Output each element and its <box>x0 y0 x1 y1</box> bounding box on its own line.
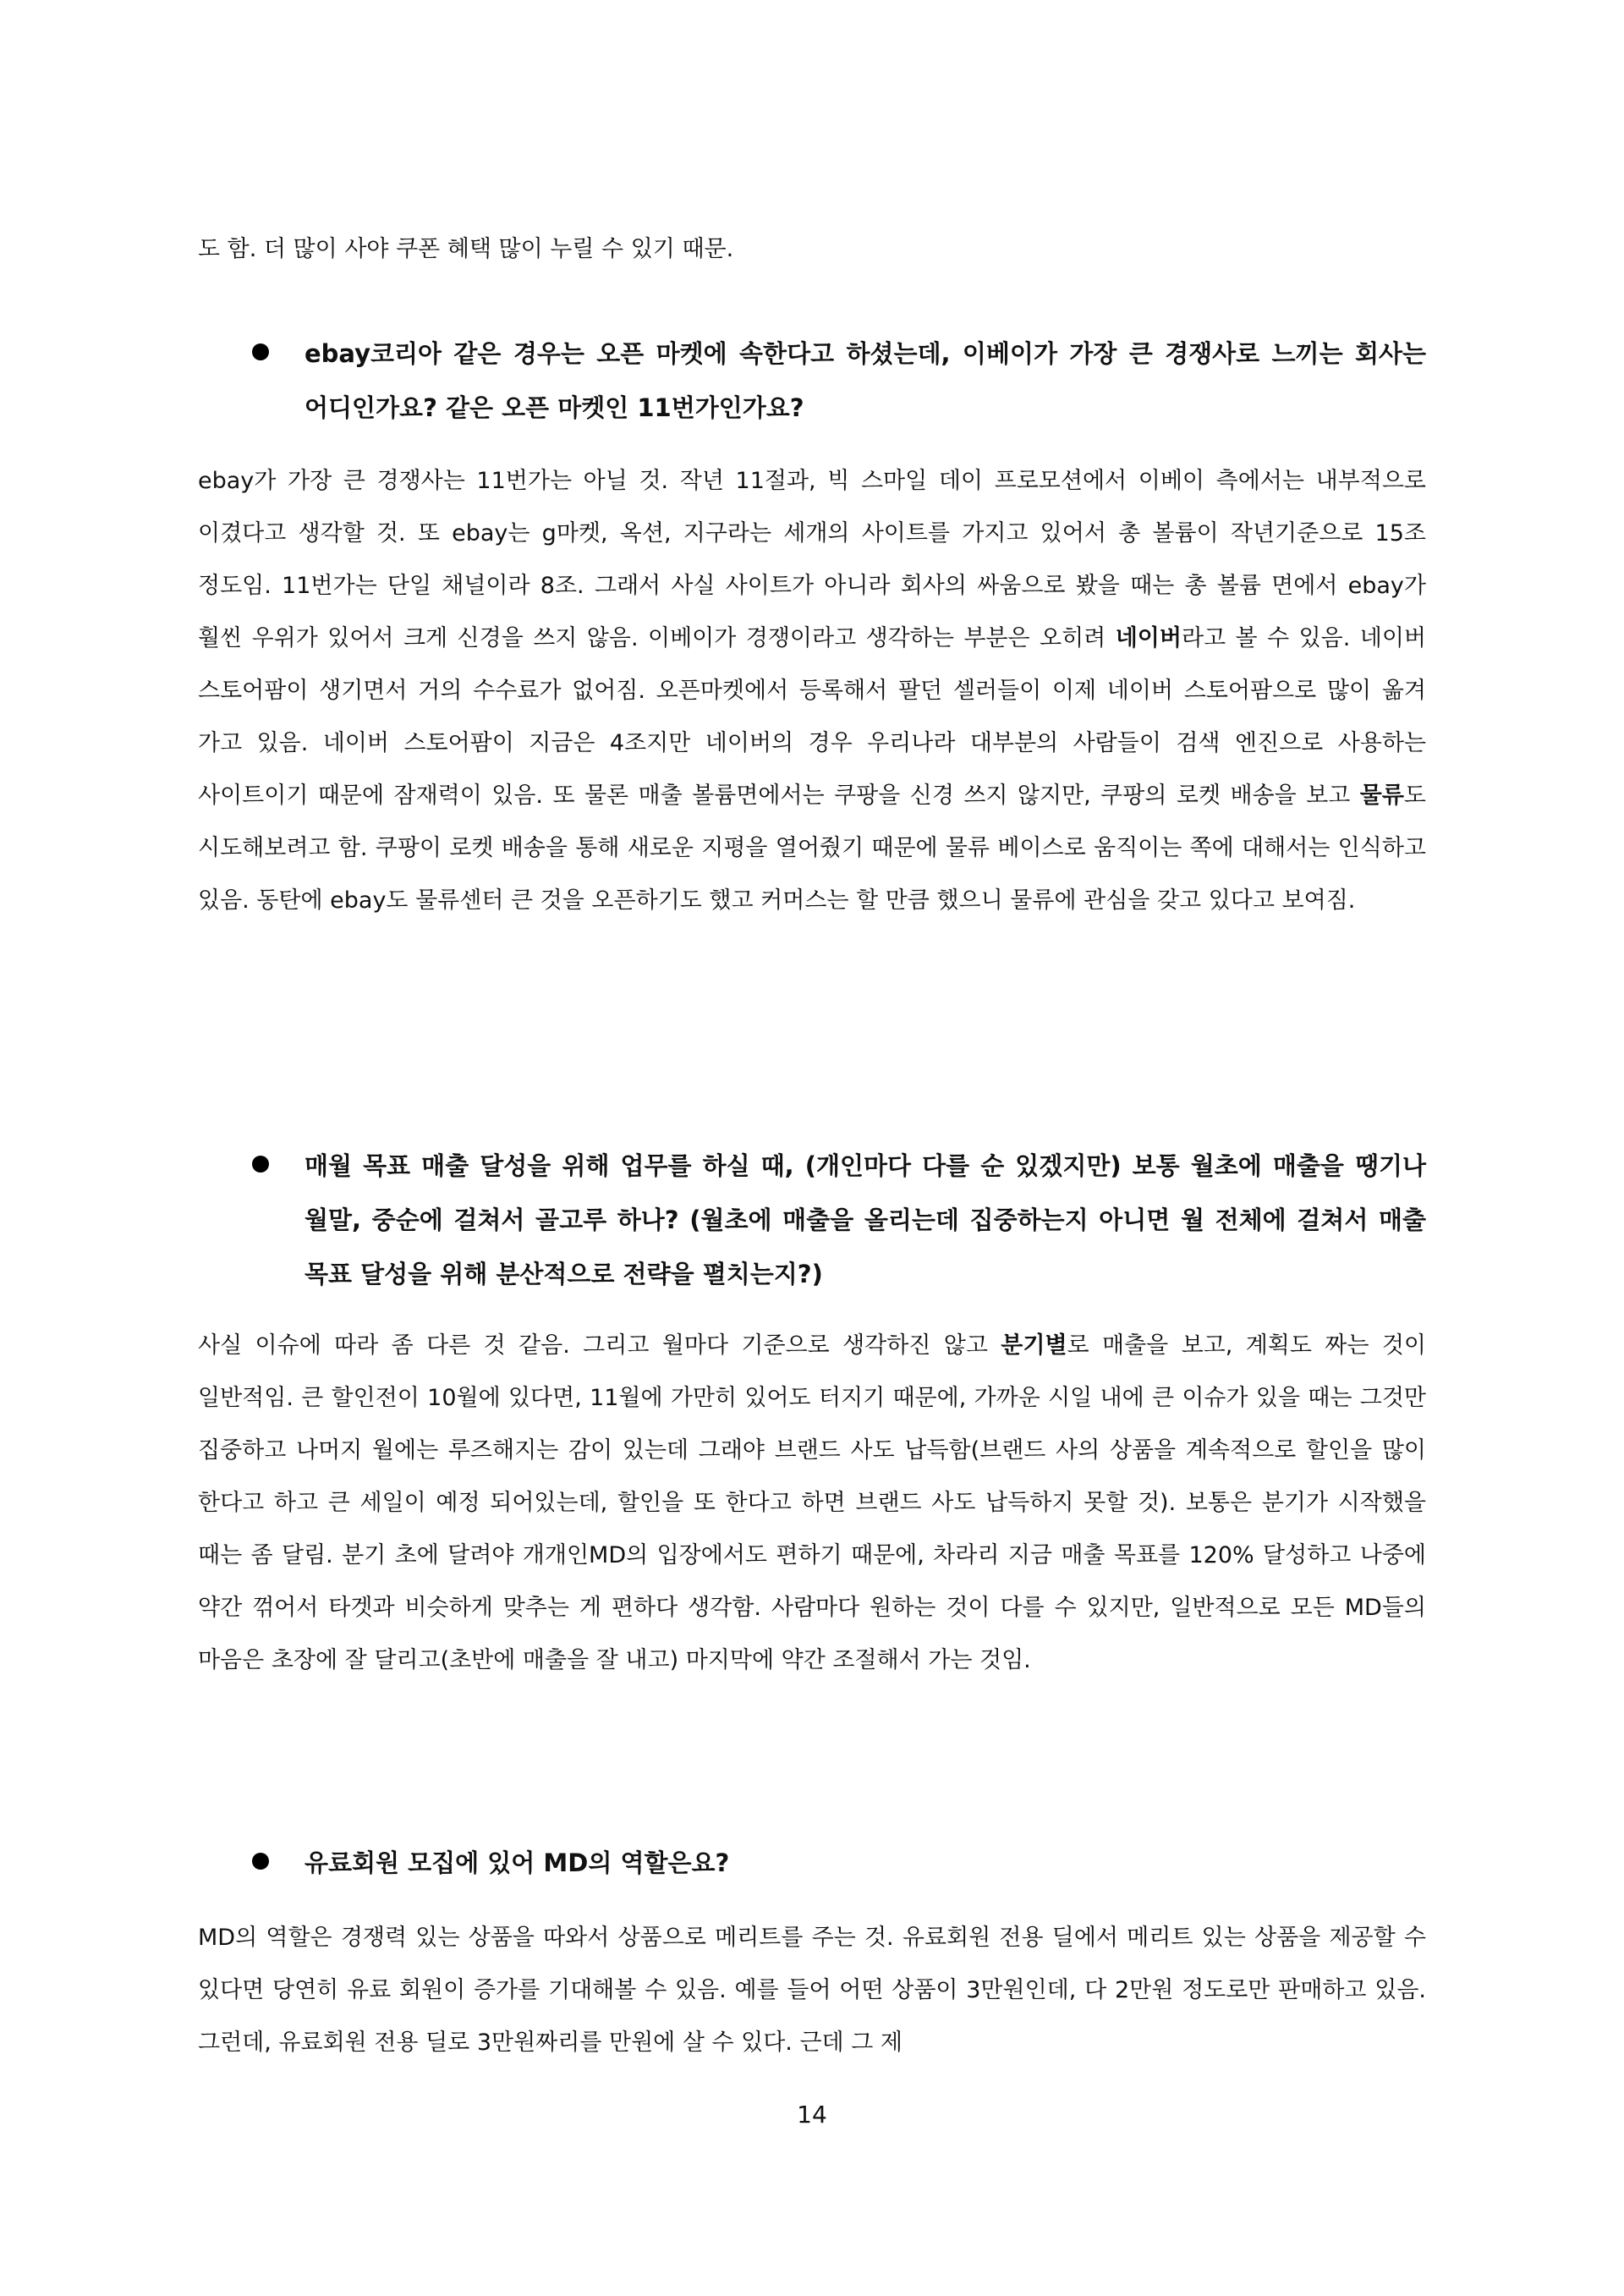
answer-2-text: 사실 이슈에 따라 좀 다른 것 같음. 그리고 월마다 기준으로 생각하진 않고 <box>198 1332 1001 1359</box>
answer-3-text: MD의 역할은 경쟁력 있는 상품을 따와서 상품으로 메리트를 주는 것. 유료회원 전용 딜에서 메리트 있는 상품을 제공할 수 있다면 당연히 유료 회원이 증가를 기대해볼 수 있음. 예를 들어 어떤 상품이 3만원인데, 다 2만원 정도로만 판매하고 있음. 그런데, 유료회원 전용 딜로 3만원짜리를 만원에 살 수 있다. 근데 그 제 <box>198 1925 1426 2056</box>
bullet-icon <box>252 1156 269 1173</box>
question-3 <box>252 1836 1426 1890</box>
answer-1-emphasis: 네이버 <box>1115 625 1182 651</box>
question-1 <box>252 327 1426 435</box>
answer-1-emphasis: 물류 <box>1359 783 1404 809</box>
continuation-text: 도 함. 더 많이 사야 쿠폰 혜택 많이 누릴 수 있기 때문. <box>198 236 734 262</box>
answer-1-text: 라고 볼 수 있음. 네이버 스토어팜이 생기면서 거의 수수료가 없어짐. 오픈마켓에서 등록해서 팔던 셀러들이 이제 네이버 스토어팜으로 많이 옮겨 가고 있음. 네이버 스토어팜이 지금은 4조지만 네이버의 경우 우리나라 대부분의 사람들이 검색 엔진으로 사용하는 사이트이기 때문에 잠재력이 있음. 또 물론 매출 볼륨면에서는 쿠팡을 신경 쓰지 않지만, 쿠팡의 로켓 배송을 보고 <box>198 625 1426 809</box>
answer-1-text: 도 시도해보려고 함. 쿠팡이 로켓 배송을 통해 새로운 지평을 열어줬기 때문에 물류 베이스로 움직이는 쪽에 대해서는 인식하고 있음. 동탄에 ebay도 물류센터 큰 것을 오픈하기도 했고 커머스는 할 만큼 했으니 물류에 관심을 갖고 있다고 보여짐. <box>198 783 1426 914</box>
page-number: 14 <box>797 2101 827 2128</box>
question-1-text: ebay코리아 같은 경우는 오픈 마켓에 속한다고 하셨는데, 이베이가 가장 큰 경쟁사로 느끼는 회사는 어디인가요? 같은 오픈 마켓인 11번가인가요? <box>304 339 1426 422</box>
bullet-icon <box>252 1853 269 1870</box>
answer-2-emphasis: 분기별 <box>1001 1332 1067 1359</box>
bullet-icon <box>252 343 269 360</box>
answer-1 <box>198 455 1426 927</box>
answer-1-text: ebay가 가장 큰 경쟁사는 11번가는 아닐 것. 작년 11절과, 빅 스마일 데이 프로모션에서 이베이 측에서는 내부적으로 이겼다고 생각할 것. 또 ebay는 g마켓, 옥션, 지구라는 세개의 사이트를 가지고 있어서 총 볼륨이 작년기준으로 15조 정도임. 11번가는 단일 채널이라 8조. 그래서 사실 사이트가 아니라 회사의 싸움으로 봤을 때는 총 볼륨 면에서 ebay가 훨씬 우위가 있어서 크게 신경을 쓰지 않음. 이베이가 경쟁이라고 생각하는 부분은 오히려 <box>198 468 1426 651</box>
answer-2-text: 로 매출을 보고, 계획도 짜는 것이 일반적임. 큰 할인전이 10월에 있다면, 11월에 가만히 있어도 터지기 때문에, 가까운 시일 내에 큰 이슈가 있을 때는 그것만 집중하고 나머지 월에는 루즈해지는 감이 있는데 그래야 브랜드 사도 납득함(브랜드 사의 상품을 계속적으로 할인을 많이 한다고 하고 큰 세일이 예정 되어있는데, 할인을 또 한다고 하면 브랜드 사도 납득하지 못할 것). 보통은 분기가 시작했을 때는 좀 달림. 분기 초에 달려야 개개인MD의 입장에서도 편하기 때문에, 차라리 지금 매출 목표를 120% 달성하고 나중에 약간 꺾어서 타겟과 비슷하게 맞추는 게 편하다 생각함. 사람마다 원하는 것이 다를 수 있지만, 일반적으로 모든 MD들의 마음은 초장에 잘 달리고(초반에 매출을 잘 내고) 마지막에 약간 조절해서 가는 것임. <box>198 1332 1426 1673</box>
answer-2 <box>198 1320 1426 1687</box>
continuation-paragraph <box>198 223 1426 276</box>
question-2 <box>252 1139 1426 1301</box>
question-3-text: 유료회원 모집에 있어 MD의 역할은요? <box>304 1848 730 1877</box>
question-2-text: 매월 목표 매출 달성을 위해 업무를 하실 때, (개인마다 다를 순 있겠지만) 보통 월초에 매출을 땡기나 월말, 중순에 걸쳐서 골고루 하나? (월초에 매출을 올리는데 집중하는지 아니면 월 전체에 걸쳐서 매출 목표 달성을 위해 분산적으로 전략을 펼치는지?) <box>304 1151 1426 1288</box>
answer-3 <box>198 1912 1426 2069</box>
